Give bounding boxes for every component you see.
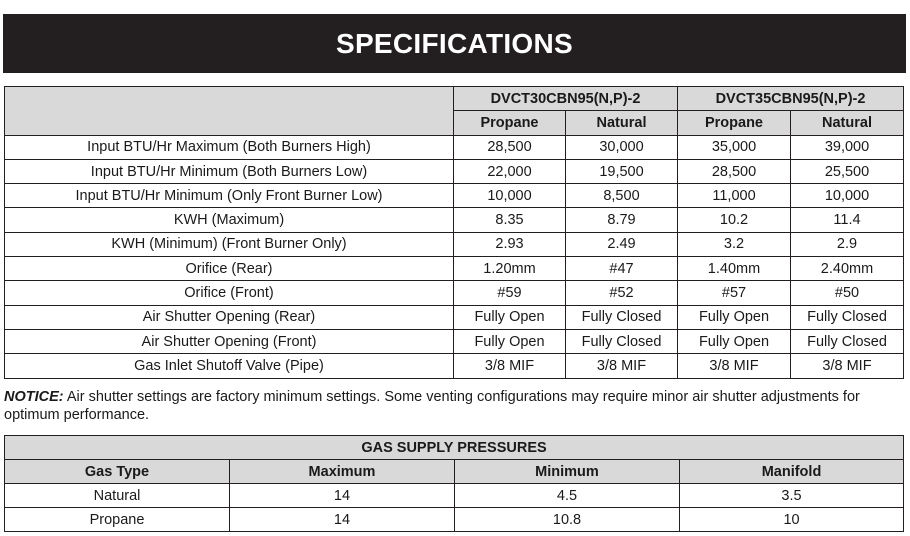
gas-column-header: Gas Type [5, 460, 230, 484]
model-header: DVCT35CBN95(N,P)-2 [678, 87, 904, 111]
gas-column-header: Minimum [455, 460, 680, 484]
spec-value-cell: 11,000 [678, 184, 791, 208]
spec-row-label: KWH (Minimum) (Front Burner Only) [5, 232, 454, 256]
spec-row [5, 257, 904, 281]
spec-value-cell: 2.93 [454, 232, 566, 256]
page-title: SPECIFICATIONS [3, 14, 906, 73]
gas-column-header: Manifold [680, 460, 904, 484]
spec-row-label: Orifice (Rear) [5, 257, 454, 281]
spec-row-label: Air Shutter Opening (Front) [5, 329, 454, 353]
spec-value-cell: #57 [678, 281, 791, 305]
spec-value-cell: 2.49 [566, 232, 678, 256]
gas-pressure-cell: 14 [230, 508, 455, 532]
spec-value-cell: 28,500 [454, 135, 566, 159]
spec-value-cell: 2.9 [791, 232, 904, 256]
spec-value-cell: 8.79 [566, 208, 678, 232]
spec-row-label: Input BTU/Hr Maximum (Both Burners High) [5, 135, 454, 159]
spec-row-label: Gas Inlet Shutoff Valve (Pipe) [5, 354, 454, 378]
spec-value-cell: 19,500 [566, 159, 678, 183]
spec-value-cell: Fully Open [454, 305, 566, 329]
spec-row-label: Input BTU/Hr Minimum (Only Front Burner Low) [5, 184, 454, 208]
spec-value-cell: 11.4 [791, 208, 904, 232]
spec-row [5, 232, 904, 256]
spec-value-cell: 10,000 [791, 184, 904, 208]
notice-label: NOTICE: [4, 389, 64, 405]
model-header-row [5, 87, 904, 111]
spec-value-cell: 30,000 [566, 135, 678, 159]
spec-value-cell: 35,000 [678, 135, 791, 159]
gas-title-row [5, 436, 904, 460]
spec-row-label: KWH (Maximum) [5, 208, 454, 232]
notice-text [4, 388, 904, 424]
gas-pressure-cell: 4.5 [455, 484, 680, 508]
spec-value-cell: 25,500 [791, 159, 904, 183]
spec-value-cell: Fully Closed [791, 329, 904, 353]
spec-row [5, 135, 904, 159]
fuel-header: Propane [678, 111, 791, 135]
spec-row [5, 354, 904, 378]
gas-table-body [5, 484, 904, 532]
spec-row-label: Air Shutter Opening (Rear) [5, 305, 454, 329]
fuel-header: Propane [454, 111, 566, 135]
gas-table-title: GAS SUPPLY PRESSURES [5, 436, 904, 460]
spec-value-cell: #59 [454, 281, 566, 305]
spec-row [5, 184, 904, 208]
spec-value-cell: 10,000 [454, 184, 566, 208]
fuel-header: Natural [791, 111, 904, 135]
spec-row-label: Orifice (Front) [5, 281, 454, 305]
spec-value-cell: 3/8 MIF [678, 354, 791, 378]
spec-value-cell: 3/8 MIF [791, 354, 904, 378]
spec-value-cell: 3/8 MIF [566, 354, 678, 378]
gas-pressure-cell: 10 [680, 508, 904, 532]
spec-value-cell: #52 [566, 281, 678, 305]
spec-value-cell: 28,500 [678, 159, 791, 183]
notice-body: Air shutter settings are factory minimum settings. Some venting configurations may require minor air shutter adjustments for optimum performance. [4, 389, 860, 423]
spec-value-cell: 1.20mm [454, 257, 566, 281]
gas-pressure-cell: 14 [230, 484, 455, 508]
spec-row [5, 329, 904, 353]
spec-value-cell: 8,500 [566, 184, 678, 208]
spec-value-cell: 1.40mm [678, 257, 791, 281]
spec-value-cell: Fully Open [678, 329, 791, 353]
gas-column-header: Maximum [230, 460, 455, 484]
spec-value-cell: Fully Open [678, 305, 791, 329]
gas-header-row [5, 460, 904, 484]
model-header: DVCT30CBN95(N,P)-2 [454, 87, 678, 111]
blank-header-cell [5, 87, 454, 136]
spec-value-cell: 22,000 [454, 159, 566, 183]
specifications-table [4, 86, 904, 379]
gas-row [5, 484, 904, 508]
spec-value-cell: Fully Open [454, 329, 566, 353]
spec-value-cell: Fully Closed [566, 329, 678, 353]
gas-type-cell: Propane [5, 508, 230, 532]
gas-type-cell: Natural [5, 484, 230, 508]
spec-value-cell: #47 [566, 257, 678, 281]
spec-value-cell: Fully Closed [566, 305, 678, 329]
gas-pressure-cell: 10.8 [455, 508, 680, 532]
gas-pressure-cell: 3.5 [680, 484, 904, 508]
spec-value-cell: Fully Closed [791, 305, 904, 329]
spec-row [5, 305, 904, 329]
spec-value-cell: 3/8 MIF [454, 354, 566, 378]
spec-value-cell: 10.2 [678, 208, 791, 232]
spec-row-label: Input BTU/Hr Minimum (Both Burners Low) [5, 159, 454, 183]
gas-row [5, 508, 904, 532]
spec-row [5, 208, 904, 232]
spec-table-body [5, 135, 904, 378]
spec-value-cell: 39,000 [791, 135, 904, 159]
spec-value-cell: 2.40mm [791, 257, 904, 281]
spec-value-cell: 3.2 [678, 232, 791, 256]
fuel-header: Natural [566, 111, 678, 135]
spec-row [5, 281, 904, 305]
spec-row [5, 159, 904, 183]
gas-supply-pressures-table [4, 435, 904, 532]
spec-value-cell: 8.35 [454, 208, 566, 232]
spec-value-cell: #50 [791, 281, 904, 305]
